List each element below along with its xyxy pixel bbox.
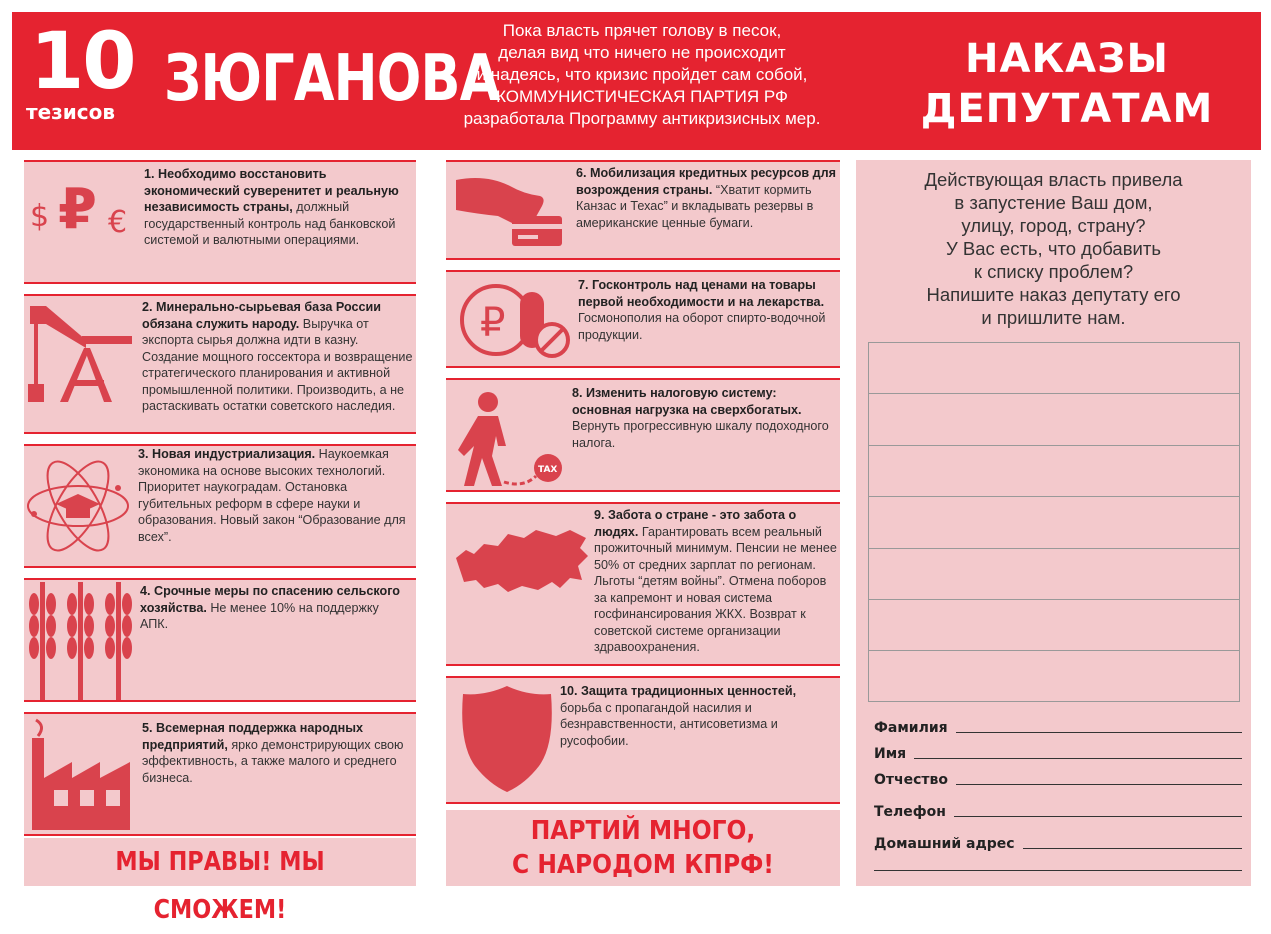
address-line[interactable] — [1023, 848, 1242, 849]
header-intro — [432, 20, 852, 130]
header-orders-line: ДЕПУТАТАМ — [920, 86, 1214, 132]
factory-icon — [26, 718, 134, 832]
slogan-center-line: С НАРОДОМ КПРФ! — [512, 850, 774, 880]
thesis-text: 7. Госконтроль над ценами на товары первой необходимости и на лекарства. Госмонополия на оборот спирто-водочной продукции. — [578, 278, 826, 342]
header-intro-line: и надеясь, что кризис пройдет сам собой, — [476, 65, 808, 84]
header-orders-title — [882, 34, 1252, 134]
header-intro-line: делая вид что ничего не происходит — [498, 43, 786, 62]
panel-intro-line: к списку проблем? — [973, 261, 1134, 282]
thesis-text: 5. Всемерная поддержка народных предприятий, ярко демонстрирующих свою эффективность, а также малого и среднего бизнеса. — [142, 721, 404, 785]
slogan-center — [446, 810, 840, 886]
russia-map-icon — [452, 518, 588, 598]
hand-card-icon — [452, 172, 568, 252]
panel-intro-line: Напишите наказ депутату его — [926, 284, 1181, 305]
thesis-1 — [24, 160, 416, 284]
order-line[interactable] — [869, 497, 1239, 548]
address-extra-line[interactable] — [874, 870, 1242, 871]
thesis-text: 2. Минерально-сырьевая база России обязана служить народу. Выручка от экспорта сырья должна идти в казну. Создание мощного госсектора и возвращение стратегического планирования и активной промышленной политики. Производить, а не растаскивать остатки советского наследия. — [142, 300, 413, 413]
header-intro-line: КОММУНИСТИЧЕСКАЯ ПАРТИЯ РФ — [496, 87, 788, 106]
thesis-10 — [446, 676, 840, 804]
shield-icon — [460, 684, 554, 794]
name-label: Имя — [874, 746, 907, 762]
svg-text:₽: ₽ — [58, 177, 97, 242]
patronymic-label: Отчество — [874, 772, 949, 788]
ruble-pill-icon — [460, 280, 570, 364]
thesis-7 — [446, 270, 840, 368]
header-orders-line: НАКАЗЫ — [965, 36, 1169, 82]
patronymic-field[interactable] — [874, 766, 1242, 788]
atom-graduation-icon — [26, 448, 132, 566]
header-intro-line: разработала Программу антикризисных мер. — [463, 109, 821, 128]
thesis-6 — [446, 160, 840, 260]
thesis-5 — [24, 712, 416, 836]
name-line[interactable] — [914, 758, 1242, 759]
panel-intro-line: и пришлите нам. — [981, 307, 1126, 328]
tax-label: TAX — [538, 465, 558, 475]
header-name: ЗЮГАНОВА — [164, 42, 500, 116]
header-intro-line: Пока власть прячет голову в песок, — [502, 21, 782, 40]
name-field[interactable] — [874, 740, 1242, 762]
panel-intro-line: Действующая власть привела — [924, 169, 1183, 190]
thesis-text: 9. Забота о стране - это забота о людях. Гарантировать всем реальный прожиточный минимум. Пенсии не менее 50% от средних зарплат по регионам. Льготы “детям войны”. Отмена поборов за капремонт и новая система госфинансирования ЖКХ. Возврат к советской системе организации здравоохранения. — [594, 508, 837, 654]
panel-intro — [876, 168, 1231, 329]
order-line[interactable] — [869, 549, 1239, 600]
header-number: 10 — [30, 17, 135, 107]
order-line[interactable] — [869, 394, 1239, 445]
phone-field[interactable] — [874, 798, 1242, 820]
oil-pump-icon — [26, 302, 134, 407]
order-line[interactable] — [869, 600, 1239, 651]
slogan-center-line: ПАРТИЙ МНОГО, — [530, 816, 756, 846]
order-line[interactable] — [869, 446, 1239, 497]
order-line[interactable] — [869, 343, 1239, 394]
thesis-2 — [24, 294, 416, 434]
thesis-text: 3. Новая индустриализация. Наукоемкая экономика на основе высоких технологий. Приоритет наукоградам. Остановка губительных реформ в сфере науки и образования. Новый закон “Образование для всех”. — [138, 447, 406, 544]
panel-intro-line: в запустение Ваш дом, — [954, 192, 1153, 213]
slogan-left-text: МЫ ПРАВЫ! МЫ СМОЖЕМ! — [115, 847, 325, 925]
svg-text:€: € — [108, 205, 128, 240]
currency-icon — [28, 172, 136, 242]
thesis-text: 10. Защита традиционных ценностей, борьба с пропагандой насилия и безнравственности, антисоветизма и русофобии. — [560, 684, 797, 748]
svg-text:₽: ₽ — [480, 300, 506, 346]
panel-intro-line: У Вас есть, что добавить — [946, 238, 1161, 259]
phone-label: Телефон — [874, 804, 946, 820]
tax-chain-icon — [454, 390, 566, 490]
header-theses-word: тезисов — [26, 100, 116, 124]
thesis-4 — [24, 578, 416, 702]
surname-line[interactable] — [956, 732, 1242, 733]
thesis-text: 8. Изменить налоговую систему: основная нагрузка на сверхбогатых. Вернуть прогрессивную шкалу подоходного налога. — [572, 386, 829, 450]
surname-field[interactable] — [874, 714, 1242, 736]
wheat-icon — [26, 582, 134, 700]
order-line[interactable] — [869, 651, 1239, 702]
thesis-text: 1. Необходимо восстановить экономический суверенитет и реальную независимость страны, должный государственный контроль над банковской системой и валютными операциями. — [144, 167, 399, 247]
phone-line[interactable] — [954, 816, 1242, 817]
patronymic-line[interactable] — [956, 784, 1242, 785]
address-field[interactable] — [874, 830, 1242, 852]
thesis-text: 6. Мобилизация кредитных ресурсов для возрождения страны. “Хватит кормить Канзас и Техас” и вкладывать резервы в американские ценные бумаги. — [576, 166, 836, 230]
header-banner — [12, 12, 1261, 150]
surname-label: Фамилия — [874, 720, 948, 736]
thesis-3 — [24, 444, 416, 568]
panel-intro-line: улицу, город, страну? — [961, 215, 1146, 236]
thesis-9 — [446, 502, 840, 666]
address-label: Домашний адрес — [874, 836, 1015, 852]
slogan-left — [24, 838, 416, 925]
svg-text:$: $ — [30, 199, 50, 234]
thesis-8 — [446, 378, 840, 492]
orders-form-panel — [856, 160, 1251, 886]
thesis-text: 4. Срочные меры по спасению сельского хозяйства. Не менее 10% на поддержку АПК. — [140, 584, 400, 631]
order-writing-area[interactable] — [868, 342, 1240, 702]
